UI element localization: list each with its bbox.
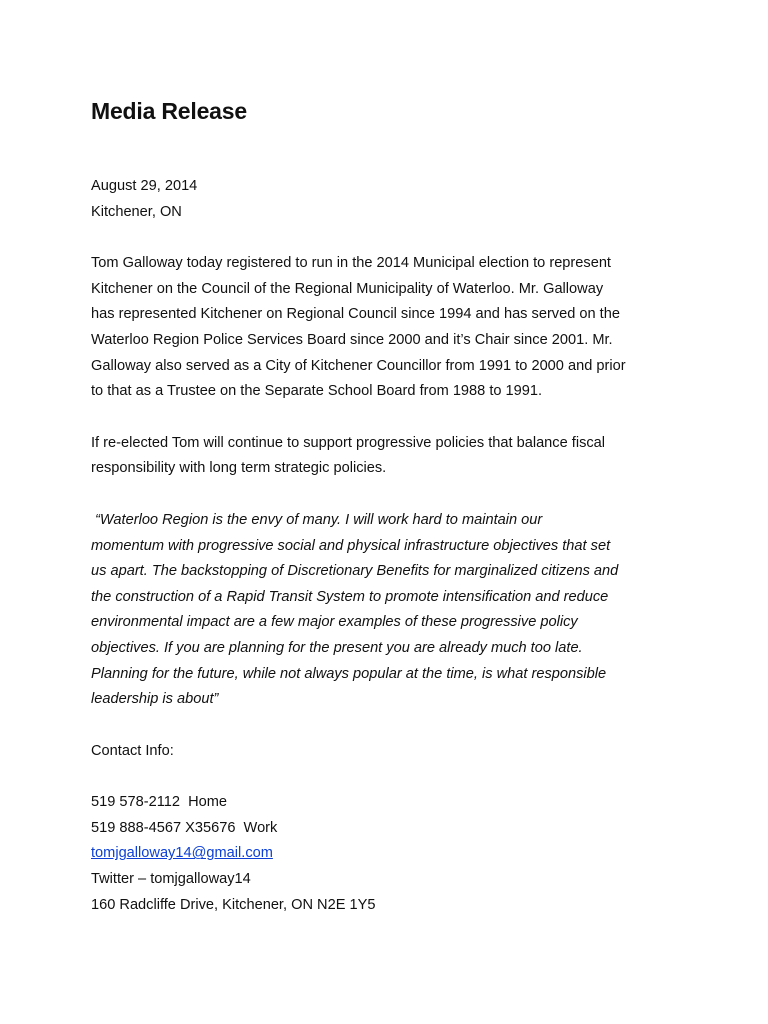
dateline	[91, 174, 691, 225]
contact-heading-block	[91, 739, 691, 765]
paragraph-line: Tom Galloway today registered to run in the 2014 Municipal election to represent	[91, 255, 611, 272]
media-release-document	[91, 96, 691, 918]
release-location: Kitchener, ON	[91, 203, 182, 220]
release-date: August 29, 2014	[91, 178, 198, 194]
quote-line: leadership is about”	[91, 691, 219, 708]
quote-line: Planning for the future, while not always popular at the time, is what responsible	[91, 665, 607, 682]
quote-line: us apart. The backstopping of Discretionary Benefits for marginalized citizens and	[91, 563, 619, 580]
paragraph-line: Kitchener on the Council of the Regional Municipality of Waterloo. Mr. Galloway	[91, 280, 604, 297]
quote-line: “Waterloo Region is the envy of many. I will work hard to maintain our	[91, 511, 543, 528]
paragraph-1	[91, 251, 691, 405]
home-phone: 519 578-2112 Home	[91, 794, 228, 811]
work-phone: 519 888-4567 X35676 Work	[91, 819, 278, 836]
document-title: Media Release	[91, 98, 247, 124]
quote-line: momentum with progressive social and physical infrastructure objectives that set	[91, 537, 611, 554]
quote-line: environmental impact are a few major examples of these progressive policy	[91, 614, 578, 631]
mailing-address: 160 Radcliffe Drive, Kitchener, ON N2E 1Y5	[91, 896, 376, 913]
paragraph-line: Waterloo Region Police Services Board since 2000 and it’s Chair since 2001. Mr.	[91, 331, 613, 348]
paragraph-line: to that as a Trustee on the Separate School Board from 1988 to 1991.	[91, 383, 543, 400]
paragraph-2	[91, 431, 691, 482]
quote-block	[91, 508, 691, 713]
quote-line: the construction of a Rapid Transit System to promote intensification and reduce	[91, 588, 609, 605]
contact-details	[91, 790, 691, 918]
paragraph-line: Galloway also served as a City of Kitchener Councillor from 1991 to 2000 and prior	[91, 357, 626, 374]
paragraph-line: If re-elected Tom will continue to support progressive policies that balance fiscal	[91, 434, 606, 451]
quote-line: objectives. If you are planning for the present you are already much too late.	[91, 639, 583, 656]
paragraph-line: responsibility with long term strategic policies.	[91, 460, 387, 477]
twitter-handle: Twitter – tomjgalloway14	[91, 871, 251, 888]
contact-heading: Contact Info:	[91, 742, 174, 759]
paragraph-line: has represented Kitchener on Regional Council since 1994 and has served on the	[91, 306, 620, 323]
email-link[interactable]: tomjgalloway14@gmail.com	[91, 845, 273, 862]
